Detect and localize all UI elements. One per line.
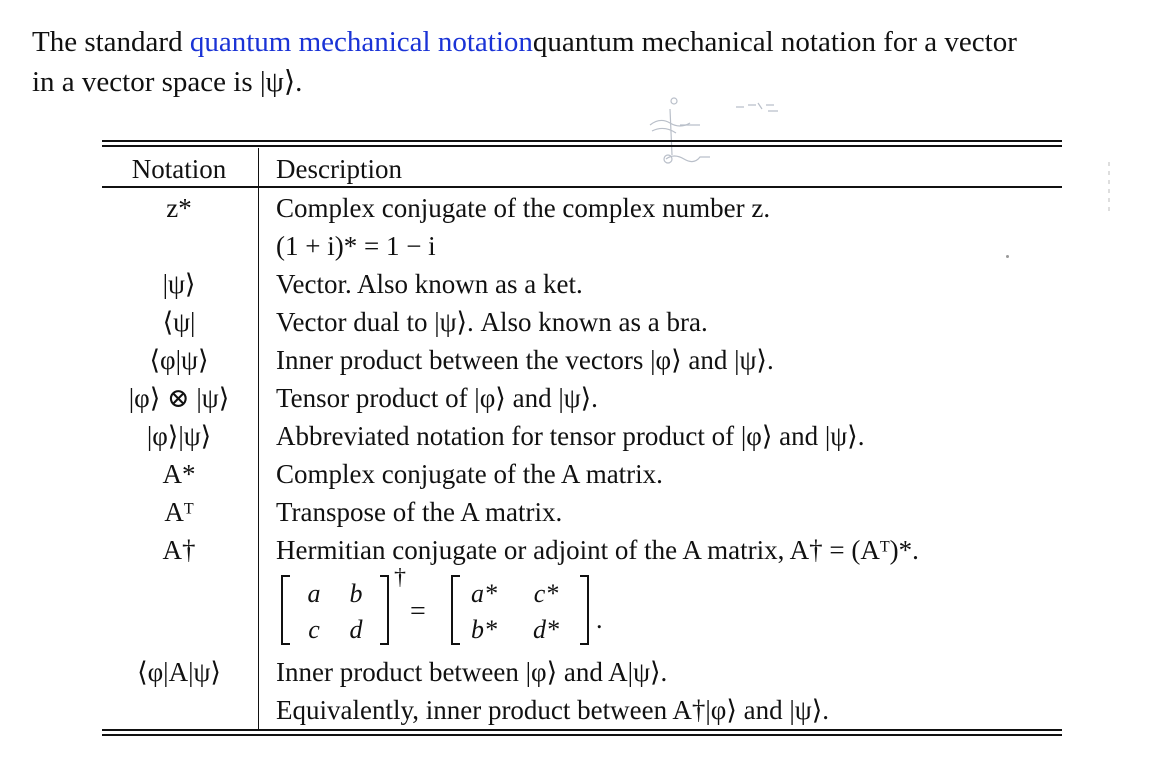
- matrix-left-d: d: [349, 615, 363, 644]
- table-row-description: Transpose of the A matrix.: [276, 497, 563, 527]
- table-row-description: Vector dual to |ψ⟩. Also known as a bra.: [276, 307, 708, 337]
- table-row-notation: A†: [162, 535, 196, 565]
- table-row-notation: |ψ⟩: [162, 269, 196, 299]
- intro-text-start: The standard: [32, 26, 190, 58]
- table-row-description: Complex conjugate of the complex number z.: [276, 193, 771, 223]
- intro-text-end: quantum mechanical notation for a vector: [532, 26, 1017, 58]
- table-top-rule: [102, 140, 1062, 142]
- header-notation: Notation: [131, 154, 227, 184]
- matrix-right-a-star: a*: [471, 579, 497, 608]
- table-bottom-rule-2: [102, 734, 1062, 736]
- matrix-dagger: †: [394, 568, 406, 590]
- quantum-notation-link[interactable]: quantum mechanical notation: [189, 26, 533, 58]
- matrix-right-d-star: d*: [533, 615, 559, 644]
- handwritten-scribble: [640, 95, 800, 167]
- table-row-description: Equivalently, inner product between A†|φ⟩ and |ψ⟩.: [276, 695, 829, 725]
- matrix-left-c: c: [308, 615, 320, 644]
- matrix-left-b: b: [349, 579, 363, 608]
- table-row-notation: Aᵀ: [164, 497, 194, 527]
- table-bottom-rule: [102, 729, 1062, 731]
- table-row-description: Hermitian conjugate or adjoint of the A matrix, A† = (Aᵀ)*.: [276, 535, 919, 565]
- table-row-notation: ⟨φ|A|ψ⟩: [137, 657, 221, 687]
- table-row-notation: |φ⟩ ⊗ |ψ⟩: [128, 383, 230, 413]
- table-top-rule-2: [102, 145, 1062, 147]
- matrix-equals: =: [410, 596, 426, 627]
- table-row-notation: ⟨φ|ψ⟩: [149, 345, 209, 375]
- speck: [1006, 255, 1009, 258]
- matrix-left-a: a: [307, 579, 321, 608]
- table-row-notation: ⟨ψ|: [162, 307, 196, 337]
- table-row-description: Vector. Also known as a ket.: [276, 269, 583, 299]
- margin-mark: [1106, 162, 1112, 212]
- intro-text-line2: in a vector space is |ψ⟩.: [32, 66, 303, 98]
- table-row-description: Complex conjugate of the A matrix.: [276, 459, 663, 489]
- matrix-right-c-star: c*: [533, 579, 559, 608]
- table-column-divider: [258, 148, 259, 729]
- matrix-period: .: [596, 605, 603, 634]
- table-row-notation: |φ⟩|ψ⟩: [146, 421, 212, 451]
- matrix-right-b-star: b*: [471, 615, 497, 644]
- adjoint-matrix-example: [270, 568, 630, 652]
- intro-paragraph: [32, 22, 1152, 102]
- table-row-description: Inner product between |φ⟩ and A|ψ⟩.: [276, 657, 668, 687]
- table-row-description: Abbreviated notation for tensor product of |φ⟩ and |ψ⟩.: [276, 421, 865, 451]
- header-description: Description: [276, 154, 402, 184]
- table-row-notation: z*: [166, 193, 192, 223]
- table-row-description: (1 + i)* = 1 − i: [276, 231, 436, 261]
- table-row-description: Tensor product of |φ⟩ and |ψ⟩.: [276, 383, 598, 413]
- table-row-description: Inner product between the vectors |φ⟩ and |ψ⟩.: [276, 345, 774, 375]
- table-row-notation: A*: [162, 459, 196, 489]
